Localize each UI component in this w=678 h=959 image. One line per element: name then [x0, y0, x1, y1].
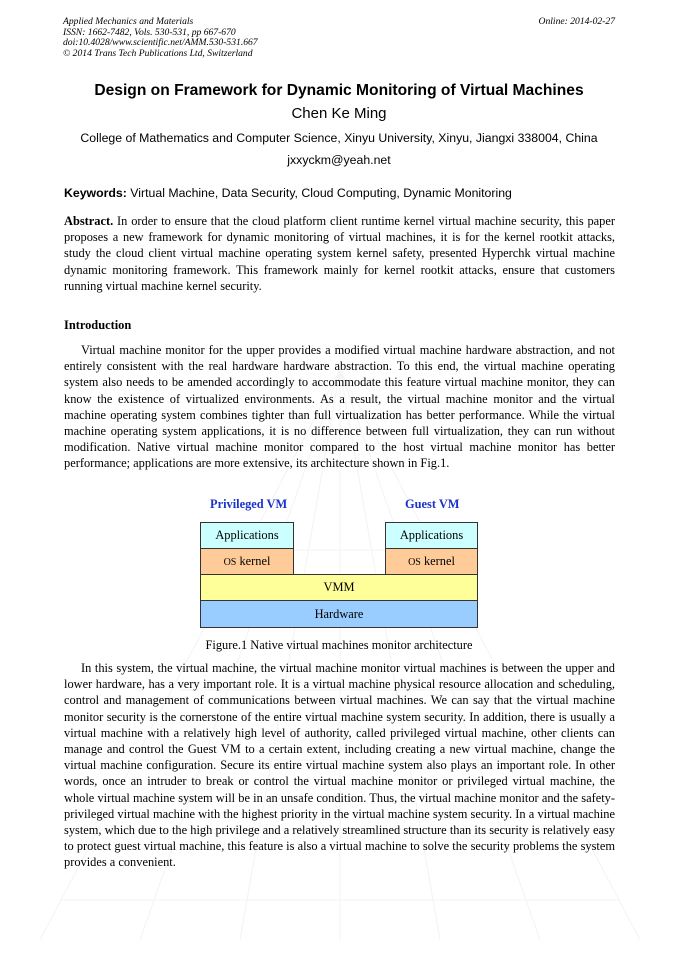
abstract-label: Abstract. [64, 214, 114, 228]
vmm-box: VMM [200, 574, 478, 601]
figure-1-caption: Figure.1 Native virtual machines monitor architecture [205, 638, 473, 652]
left-os-suffix: kernel [236, 554, 271, 568]
keywords-text: Virtual Machine, Data Security, Cloud Computing, Dynamic Monitoring [130, 186, 512, 200]
section-heading-introduction: Introduction [64, 318, 132, 332]
right-os-prefix: OS [408, 557, 421, 568]
guest-vm-label: Guest VM [405, 497, 460, 511]
left-os-kernel-box [200, 548, 294, 575]
left-os-prefix: OS [223, 557, 237, 568]
privileged-vm-label: Privileged VM [210, 497, 288, 511]
doi-line: doi:10.4028/www.scientific.net/AMM.530-531.667 [63, 37, 258, 49]
right-applications-box: Applications [385, 522, 478, 549]
author-name: Chen Ke Ming [291, 105, 387, 122]
right-os-kernel-box [385, 548, 478, 575]
author-email: jxxyckm@yeah.net [287, 153, 391, 167]
journal-header [63, 17, 615, 59]
figure-1-diagram [200, 497, 478, 629]
online-date: Online: 2014-02-27 [538, 16, 615, 27]
abstract [64, 213, 615, 294]
keywords [64, 186, 616, 200]
hardware-box: Hardware [200, 600, 478, 628]
introduction-paragraph-2: In this system, the virtual machine, the virtual machine monitor virtual machines is between the upper and lower hardware, has a very important role. It is a virtual machine physical resource allocation and scheduling, control and management of communications between virtual machines. We can say that the virtual machine monitor security is the cornerstone of the entire virtual machine system security. In addition, there is usually a virtual machine with a relatively high level of authority, called privileged virtual machine, other clients can manage and control the Guest VM to a certain extent, including creating a new virtual machine, change the virtual machine configuration. Secure its entire virtual machine system also plays an important role. In other words, once an intruder to break or control the virtual machine monitor or privileged virtual machine, the whole virtual machine system will be in an unsafe condition. Thus, the virtual machine monitor and the safety-privileged virtual machine with the highest priority in the virtual machine system security. In a virtual machine system, which due to the high privilege and a relatively streamlined structure than its security is relatively easy to protect guest virtual machine, this feature is also a virtual machine to solve the security problems the system provides a convenient. [64, 661, 615, 870]
right-os-suffix: kernel [420, 554, 455, 568]
issn-line: ISSN: 1662-7482, Vols. 530-531, pp 667-670 [63, 26, 236, 38]
introduction-paragraph-1: Virtual machine monitor for the upper provides a modified virtual machine hardware abstraction, and not entirely consistent with the real hardware hardware abstraction. To this end, the virtual machine operating system also needs to be amended accordingly to accommodate this feature virtual machine monitor, they can know the existence of virtualized environments. As a result, the virtual machine monitor and the virtual machine operating system combines tighter than full virtualization has better performance. While the virtual machine operating system applications, it is no difference between full virtualization, they can run without modification. Native virtual machine monitor compared to the host virtual machine monitor has better performance; applications are more extensive, its architecture shown in Fig.1. [64, 343, 615, 471]
abstract-text: In order to ensure that the cloud platform client runtime kernel virtual machine security, this paper proposes a new framework for dynamic monitoring of virtual machines, it is for the kernel rootkit attacks, study the cloud client virtual machine operating system kernel safety, presented Hyperchk virtual machine dynamic monitoring framework. This framework mainly for kernel rootkit attacks, ensure that customers running virtual machine kernel security. [64, 214, 615, 293]
keywords-label: Keywords: [64, 186, 127, 200]
affiliation: College of Mathematics and Computer Science, Xinyu University, Xinyu, Jiangxi 338004, China [80, 131, 598, 145]
left-applications-box: Applications [200, 522, 294, 549]
journal-name: Applied Mechanics and Materials [63, 16, 194, 27]
paper-title: Design on Framework for Dynamic Monitoring of Virtual Machines [94, 82, 584, 99]
copyright-line: © 2014 Trans Tech Publications Ltd, Switzerland [63, 47, 253, 59]
